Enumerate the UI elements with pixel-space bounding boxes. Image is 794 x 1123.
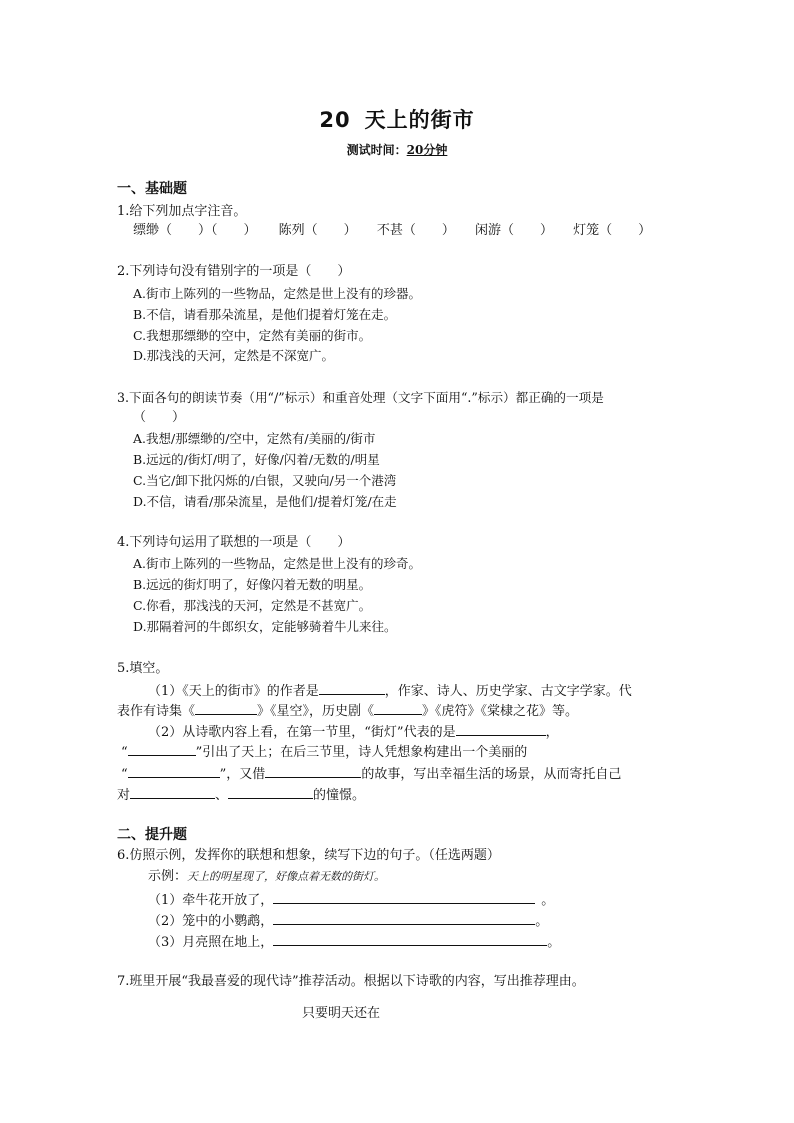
q4-option-b: B.远远的街灯明了，好像闪着无数的明星。: [133, 577, 372, 592]
q6-item-label: （1）牵牛花开放了，: [148, 893, 274, 908]
q3-stem: 3.下面各句的朗读节奏（用“/”标示）和重音处理（文字下面用“.”标示）都正确的一项是: [117, 390, 604, 405]
answer-line[interactable]: [273, 911, 535, 925]
q3-option-c: C.当它/卸下批闪烁的/白银，又驶向/另一个港湾: [133, 473, 397, 488]
q5-line-5: [121, 764, 621, 784]
poem-line: 只要明天还在: [302, 1006, 381, 1021]
q5-text: 表作有诗集《: [117, 704, 196, 719]
q2-option-a: A.街市上陈列的一些物品，定然是世上没有的珍器。: [133, 286, 422, 301]
q6-period: 。: [535, 914, 549, 929]
answer-blank[interactable]: [195, 701, 257, 715]
q5-text: ”，又借: [219, 767, 266, 782]
q6-period: 。: [547, 935, 561, 950]
q5-line-3: [148, 722, 559, 742]
q3-stem-paren: （ ）: [133, 410, 186, 425]
q6-item-2: [148, 911, 548, 931]
q5-line-2: [117, 701, 578, 721]
answer-blank[interactable]: [228, 785, 313, 799]
q5-line-1: [148, 681, 632, 701]
q5-text: （2）从诗歌内容上看，在第一节里，“街灯”代表的是: [148, 725, 456, 740]
q3-option-b: B.远远的/街灯/明了，好像/闪着/无数的/明星: [133, 452, 380, 467]
section-heading-basic: 一、基础题: [117, 181, 187, 197]
q1-word: 陈列（ ）: [278, 223, 357, 238]
q5-text: ”引出了天上；在后三节里，诗人凭想象构建出一个美丽的: [195, 745, 528, 760]
answer-blank[interactable]: [265, 764, 361, 778]
page-title: [0, 104, 794, 134]
q5-text: “: [121, 767, 128, 782]
q1-word: 闲游（ ）: [474, 223, 553, 238]
q6-item-3: [148, 932, 560, 952]
q5-stem: 5.填空。: [117, 661, 169, 676]
answer-line[interactable]: [273, 932, 547, 946]
answer-blank[interactable]: [130, 785, 215, 799]
q5-line-4: [121, 742, 527, 762]
q5-text: 的故事，写出幸福生活的场景，从而寄托自己: [361, 767, 622, 782]
q6-period: 。: [541, 893, 555, 908]
answer-blank[interactable]: [374, 701, 422, 715]
q6-example-label: 示例：: [148, 869, 188, 884]
section-heading-advanced: 二、提升题: [117, 827, 187, 843]
lesson-number: 20: [319, 108, 351, 132]
q2-stem: 2.下列诗句没有错别字的一项是（ ）: [117, 264, 351, 279]
answer-blank[interactable]: [128, 764, 220, 778]
q5-text: 的憧憬。: [313, 788, 366, 803]
q5-text: （1）《天上的街市》的作者是: [148, 684, 319, 699]
answer-line[interactable]: [273, 890, 535, 904]
answer-blank[interactable]: [456, 722, 546, 736]
test-time-value: 20分钟: [406, 143, 448, 157]
q5-text: ，作家、诗人、历史学家、古文字学家。代: [384, 684, 632, 699]
q4-stem: 4.下列诗句运用了联想的一项是（ ）: [117, 535, 351, 550]
q5-line-6: [117, 785, 365, 805]
q4-option-c: C.你看，那浅浅的天河，定然是不甚宽广。: [133, 598, 372, 613]
q1-word: 不甚（ ）: [376, 223, 455, 238]
q5-text: 》《虎符》《棠棣之花》等。: [422, 704, 579, 719]
q2-option-b: B.不信，请看那朵流星，是他们提着灯笼在走。: [133, 307, 397, 322]
q1-word: 灯笼（ ）: [573, 223, 652, 238]
q3-option-a: A.我想/那缥缈的/空中，定然有/美丽的/街市: [133, 431, 376, 446]
q6-example: [148, 868, 385, 886]
q1-stem: 1.给下列加点字注音。: [117, 204, 247, 219]
test-time: [0, 141, 794, 158]
q5-text: 、: [215, 788, 229, 803]
lesson-title: 天上的街市: [364, 108, 475, 132]
q4-option-a: A.街市上陈列的一些物品，定然是世上没有的珍奇。: [133, 556, 422, 571]
q6-item-label: （2）笼中的小鹦鹉，: [148, 914, 274, 929]
q6-item-label: （3）月亮照在地上，: [148, 935, 274, 950]
q4-option-d: D.那隔着河的牛郎织女，定能够骑着牛儿来往。: [133, 619, 397, 634]
q6-stem: 6.仿照示例，发挥你的联想和想象，续写下边的句子。（任选两题）: [117, 848, 500, 863]
answer-blank[interactable]: [319, 681, 385, 695]
q5-text: ，: [545, 725, 559, 740]
q2-option-c: C.我想那缥缈的空中，定然有美丽的街市。: [133, 328, 372, 343]
q3-option-d: D.不信，请看/那朵流星，是他们/提着灯笼/在走: [133, 494, 397, 509]
q5-text: 》《星空》，历史剧《: [257, 704, 375, 719]
q5-text: 对: [117, 788, 131, 803]
q6-item-1: [148, 890, 554, 910]
q5-text: “: [121, 745, 128, 760]
q1-pinyin-row: [133, 222, 651, 240]
answer-blank[interactable]: [128, 742, 196, 756]
q6-example-text: 天上的明星现了，好像点着无数的街灯。: [187, 870, 386, 883]
q1-word: 缥缈（ ）（ ）: [133, 223, 257, 238]
test-time-label: 测试时间：: [346, 143, 407, 157]
q7-stem: 7.班里开展“我最喜爱的现代诗”推荐活动。根据以下诗歌的内容，写出推荐理由。: [117, 974, 585, 989]
q2-option-d: D.那浅浅的天河，定然是不深宽广。: [133, 348, 335, 363]
